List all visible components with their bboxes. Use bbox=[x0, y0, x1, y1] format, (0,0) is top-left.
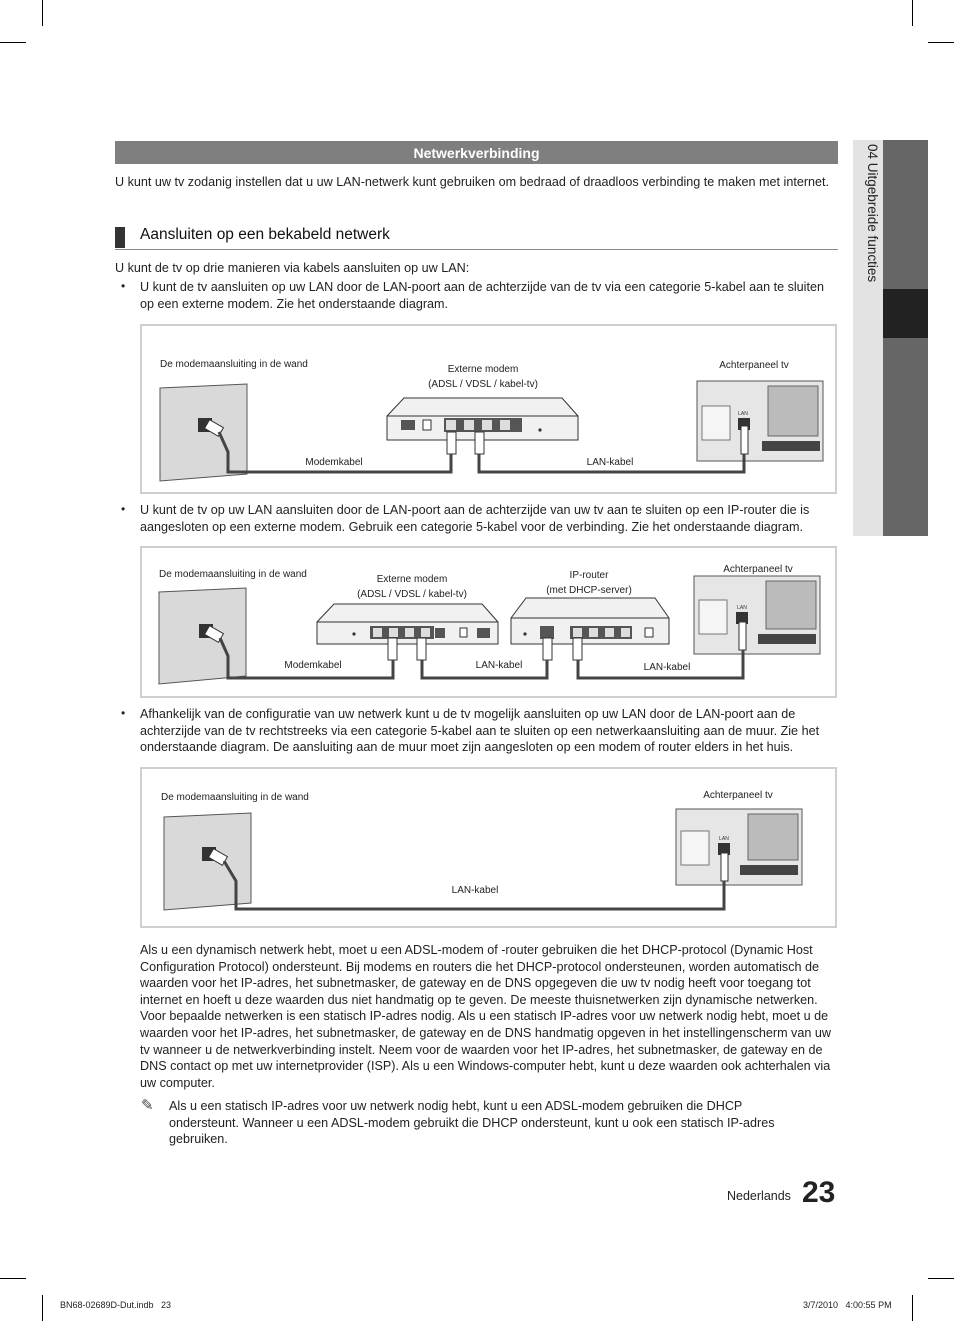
lan-port-label: LAN bbox=[738, 411, 748, 417]
page-number: 23 bbox=[802, 1176, 836, 1209]
diagram-3-svg bbox=[142, 769, 839, 930]
bullet-marker: • bbox=[121, 279, 126, 293]
tv-panel-label: Achterpaneel tv bbox=[723, 564, 793, 575]
lan-cable-label: LAN-kabel bbox=[451, 885, 499, 896]
wall-socket-icon bbox=[164, 813, 251, 910]
crop-mark bbox=[0, 1278, 26, 1279]
wall-label: De modemaansluiting in de wand bbox=[161, 792, 309, 803]
router-label-1: IP-router bbox=[569, 570, 609, 581]
body-paragraph: Als u een dynamisch netwerk hebt, moet u een ADSL-modem of -router gebruiken die het DHCP-protocol (Dynamic Host Configuration Protocol) ondersteunt. Bij modems en routers die het DHCP-protocol ondersteunen, worden automatisch de waarden voor het IP-adres, het subnetmasker, de gateway en de DNS opgegeven die uw tv nodig heeft voor toegang tot internet en hoeft u deze waarden dus niet handmatig op te geven. De meeste thuisnetwerken zijn dynamische netwerken. Voor bepaalde netwerken is een statisch IP-adres nodig. Als u een statisch IP-adres voor uw netwerk nodig hebt, moet u de waarden voor het IP-adres, het subnetmasker, de gateway en de DNS handmatig opgeven in het instellingenscherm van uw tv wanneer u de netwerkverbinding instelt. Neem voor de waarden voor het IP-adres, het subnetmasker, de gateway en de DNS contact op met uw internetprovider (ISP). Als u een Windows-computer hebt, kunt u deze waarden ook achterhalen via uw computer. bbox=[140, 943, 831, 1090]
modem-label-1: Externe modem bbox=[376, 574, 448, 585]
diagram-2-svg bbox=[142, 548, 839, 700]
subsection-rule bbox=[115, 249, 838, 250]
wall-socket-icon bbox=[160, 384, 247, 481]
diagram-wall-connection bbox=[140, 767, 837, 928]
bullet-text-2: U kunt de tv op uw LAN aansluiten door de LAN-poort aan de achterzijde van uw tv aan te sluiten op een IP-router die is aangesloten op een externe modem. Gebruik een categorie 5-kabel voor de verbinding. Zie het onderstaande diagram. bbox=[140, 503, 810, 534]
lan-port-label: LAN bbox=[737, 605, 747, 611]
modem-label-2: (ADSL / VDSL / kabel-tv) bbox=[428, 379, 538, 390]
note-pencil-icon: ✎ bbox=[141, 1097, 154, 1114]
subsection-title: Aansluiten op een bekabeld netwerk bbox=[140, 226, 390, 243]
lan-cable-label: LAN-kabel bbox=[475, 660, 523, 671]
tv-panel-label: Achterpaneel tv bbox=[719, 360, 789, 371]
modem-cable-label: Modemkabel bbox=[305, 457, 363, 468]
intro-paragraph: U kunt uw tv zodanig instellen dat u uw LAN-netwerk kunt gebruiken om bedraad of draadloos verbinding te maken met internet. bbox=[115, 175, 830, 189]
modem-label-1: Externe modem bbox=[447, 364, 519, 375]
diagram-1-svg bbox=[142, 326, 839, 496]
note-text: Als u een statisch IP-adres voor uw netwerk nodig hebt, kunt u een ADSL-modem gebruiken die DHCP ondersteunt. Wanneer u een ADSL-modem gebruikt die DHCP ondersteunt, kunt u ook een statisch IP-adres gebruiken. bbox=[169, 1099, 775, 1147]
side-tab-active-marker bbox=[883, 289, 928, 338]
bullet-text-3: Afhankelijk van de configuratie van uw netwerk kunt u de tv mogelijk aansluiten op uw LAN door de LAN-poort aan de achterzijde van de tv rechtstreeks via een categorie 5-kabel aan te sluiten op een netwerkaansluiting aan de muur. Zie het onderstaande diagram. De aansluiting aan de muur moet zijn aangesloten op een modem of router elders in het huis. bbox=[140, 707, 820, 755]
crop-mark bbox=[928, 1278, 954, 1279]
footer-file: BN68-02689D-Dut.indb 23 bbox=[60, 1300, 172, 1310]
tv-panel-label: Achterpaneel tv bbox=[703, 790, 773, 801]
crop-mark bbox=[42, 1295, 43, 1321]
lead-paragraph: U kunt de tv op drie manieren via kabels aansluiten op uw LAN: bbox=[115, 261, 470, 275]
crop-mark bbox=[912, 1295, 913, 1321]
bullet-text-1: U kunt de tv aansluiten op uw LAN door de LAN-poort aan de achterzijde van de tv via een categorie 5-kabel aan te sluiten op een externe modem. Zie het onderstaande diagram. bbox=[140, 280, 824, 311]
crop-mark bbox=[928, 42, 954, 43]
side-tab-label: 04 Uitgebreide functies bbox=[865, 144, 880, 283]
crop-mark bbox=[912, 0, 913, 26]
diagram-modem-connection bbox=[140, 324, 837, 494]
section-title: Netwerkverbinding bbox=[115, 141, 838, 164]
wall-label: De modemaansluiting in de wand bbox=[160, 359, 308, 370]
diagram-router-connection bbox=[140, 546, 837, 698]
lan-cable-label-2: LAN-kabel bbox=[643, 662, 691, 673]
crop-mark bbox=[0, 42, 26, 43]
modem-label-2: (ADSL / VDSL / kabel-tv) bbox=[357, 589, 467, 600]
lan-cable-label: LAN-kabel bbox=[586, 457, 634, 468]
footer-date: 3/7/2010 4:00:55 PM bbox=[803, 1300, 892, 1310]
bullet-marker: • bbox=[121, 502, 126, 516]
router-label-2: (met DHCP-server) bbox=[546, 585, 632, 596]
footer-language: Nederlands bbox=[727, 1189, 791, 1203]
side-tab-dark bbox=[883, 140, 928, 536]
bullet-marker: • bbox=[121, 706, 126, 720]
wall-label: De modemaansluiting in de wand bbox=[159, 569, 307, 580]
subsection-marker bbox=[115, 227, 125, 248]
crop-mark bbox=[42, 0, 43, 26]
lan-port-label: LAN bbox=[719, 836, 729, 842]
modem-cable-label: Modemkabel bbox=[284, 660, 342, 671]
